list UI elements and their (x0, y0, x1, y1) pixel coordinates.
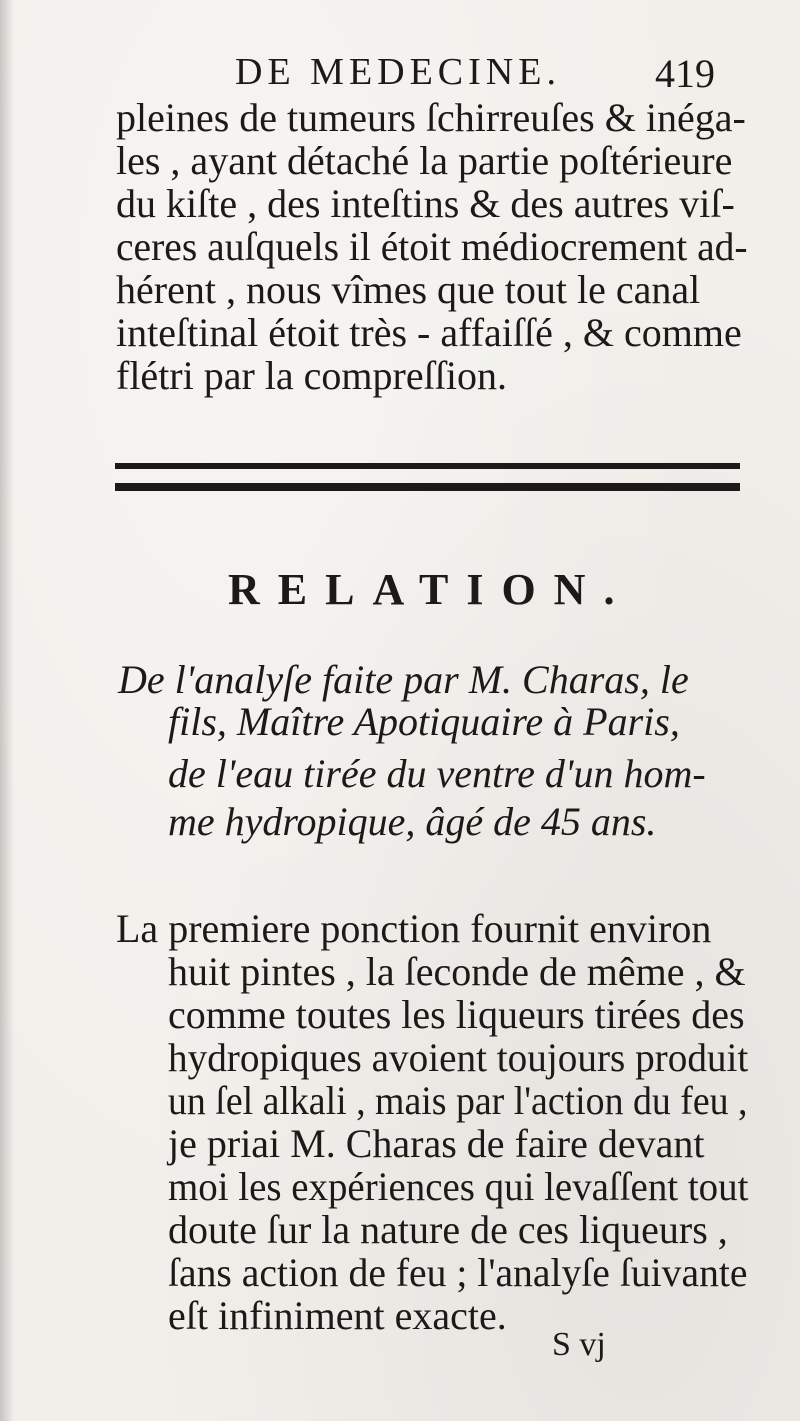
ornamental-rule-top (115, 463, 740, 469)
text-line: hérent , nous vîmes que tout le canal (116, 267, 701, 312)
text-line: un ſel alkali , mais par l'action du feu , (168, 1078, 748, 1123)
text-line: comme toutes les liqueurs tirées des (168, 992, 745, 1037)
text-line: je priai M. Charas de faire devant (168, 1121, 705, 1166)
ornamental-rule-bottom (115, 483, 740, 491)
text-line: les , ayant détaché la partie poſtérieure (116, 138, 733, 183)
text-line: ſans action de feu ; l'analyſe ſuivante (168, 1250, 748, 1295)
text-line: doute ſur la nature de ces liqueurs , (168, 1207, 728, 1252)
page-number: 419 (655, 51, 715, 96)
text-line: flétri par la compreſſion. (116, 353, 507, 398)
subtitle-line: de l'eau tirée du ventre d'un hom- (168, 751, 706, 796)
text-line: pleines de tumeurs ſchirreuſes & inéga- (116, 95, 746, 140)
section-heading: RELATION. (228, 565, 633, 614)
signature-mark: S vj (552, 1326, 606, 1363)
text-line: huit pintes , la ſeconde de même , & (168, 949, 746, 994)
text-line: inteſtinal étoit très - affaiſſé , & comme (116, 310, 742, 355)
subtitle-line: fils, Maître Apotiquaire à Paris, (168, 699, 680, 744)
running-head-title: DE MEDECINE. (235, 51, 561, 93)
text-line: du kiſte , des inteſtins & des autres viſ- (116, 181, 735, 226)
subtitle-line: De l'analyſe faite par M. Charas, le (118, 657, 689, 702)
text-line: ceres auſquels il étoit médiocrement ad- (116, 224, 748, 269)
text-line: hydropiques avoient toujours produit (168, 1035, 749, 1080)
text-line: La premiere ponction fournit environ (116, 906, 712, 951)
page-gutter-shadow (0, 0, 14, 1421)
subtitle-line: me hydropique, âgé de 45 ans. (168, 799, 657, 844)
text-line: moi les expériences qui levaſſent tout (168, 1164, 749, 1209)
text-line: eſt infiniment exacte. (168, 1293, 507, 1338)
